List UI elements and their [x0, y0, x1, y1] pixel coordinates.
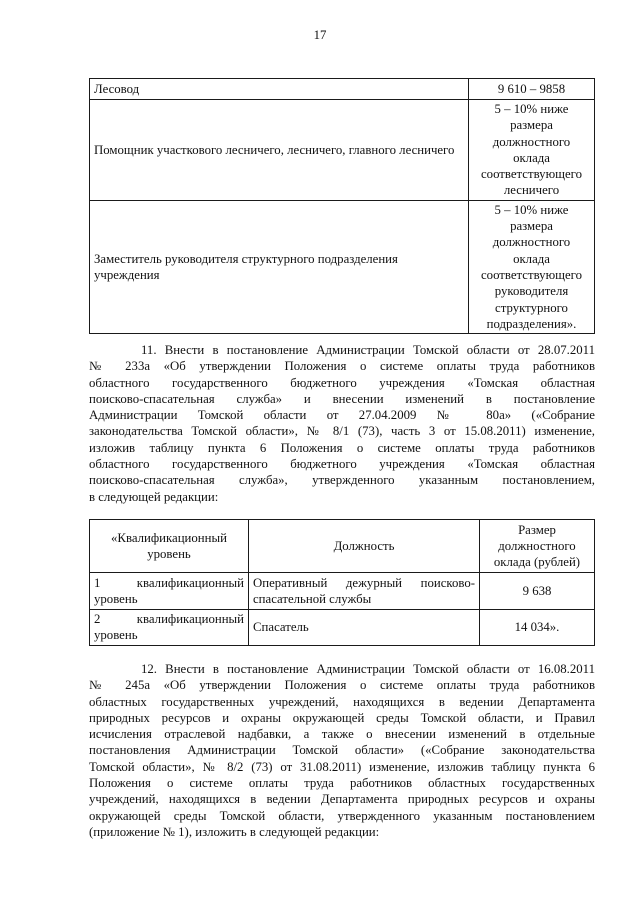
table-cell-salary: 14 034». — [480, 610, 595, 646]
value-line: размера — [510, 219, 553, 234]
paragraph-line: 11. Внести в постановление Администрации Томской области от 28.07.2011 — [141, 343, 595, 357]
value-line: руководителя — [494, 284, 569, 299]
paragraph-line: законодательства Томской области», № 8/1 (73), часть 3 от 15.08.2011) изменение, — [89, 424, 595, 439]
paragraph-12 — [89, 661, 595, 840]
paragraph-11 — [89, 342, 595, 505]
page-number: 17 — [313, 28, 327, 42]
header-level: «Квалификационный уровень — [90, 520, 249, 573]
paragraph-line: 12. Внести в постановление Администрации Томской области от 16.08.2011 — [141, 662, 595, 676]
value-line: оклада — [513, 251, 550, 266]
salary-table-forestry — [89, 78, 595, 334]
paragraph-line: изложив таблицу пункта 6 Положения о системе оплаты труда работников — [89, 440, 595, 455]
value-line: должностного — [492, 235, 571, 250]
table-row — [90, 200, 595, 333]
value-line: размера — [510, 118, 553, 133]
value-line: соответствующего — [481, 267, 582, 282]
paragraph-line: Администрации Томской области от 27.04.2009 № 80а» («Собрание — [89, 408, 595, 423]
value-line: соответствующего — [481, 167, 582, 182]
header-salary: Размер должностного оклада (рублей) — [480, 520, 595, 573]
value-line: должностного — [492, 134, 571, 149]
value-line: 9 610 – 9858 — [497, 81, 566, 96]
table-cell-value — [469, 200, 595, 333]
paragraph-line: окружающей среды Томской области, утвержденного указанным постановлением — [89, 808, 595, 823]
paragraph-line: природных ресурсов и охраны окружающей среды Томской области, и Правил — [89, 710, 595, 725]
table-row — [90, 100, 595, 201]
value-line: 5 – 10% ниже — [494, 202, 569, 217]
table-cell-position: Заместитель руководителя структурного подразделения учреждения — [90, 200, 469, 333]
table-cell-position: Спасатель — [249, 610, 480, 646]
value-line: подразделения». — [486, 316, 577, 331]
table-row — [90, 610, 595, 646]
paragraph-line: Положения о системе оплаты труда работников областных государственных — [89, 776, 595, 791]
paragraph-line: областных государственных учреждений, находящихся в ведении Департамента — [89, 694, 595, 709]
paragraph-line: поисково-спасательная служба» и внесении изменений в постановление — [89, 391, 595, 406]
paragraph-line: областного государственного бюджетного учреждения «Томская областная — [89, 457, 595, 472]
paragraph-line: Томской области», № 8/2 (73) от 31.08.2011) изменение, изложив таблицу пункта 6 — [89, 759, 595, 774]
paragraph-line: постановления Администрации Томской области» («Собрание законодательства — [89, 743, 595, 758]
paragraph-line: № 245а «Об утверждении Положения о системе оплаты труда работников — [89, 678, 595, 693]
table-cell-position: Лесовод — [90, 79, 469, 100]
paragraph-line: областного государственного бюджетного учреждения «Томская областная — [89, 375, 595, 390]
paragraph-line: исчисления отраслевой надбавки, а также о внесении изменений в отдельные — [89, 727, 595, 742]
table-cell-level: 1 квалификационный уровень — [90, 573, 249, 610]
table-row — [90, 573, 595, 610]
value-line: структурного — [495, 300, 568, 315]
table-cell-salary: 9 638 — [480, 573, 595, 610]
paragraph-line: № 233а «Об утверждении Положения о системе оплаты труда работников — [89, 359, 595, 374]
table-cell-value — [469, 100, 595, 201]
table-cell-value — [469, 79, 595, 100]
header-position: Должность — [249, 520, 480, 573]
table-row — [90, 79, 595, 100]
value-line: лесничего — [503, 183, 560, 198]
paragraph-line: в следующей редакции: — [89, 489, 219, 504]
value-line: оклада — [513, 150, 550, 165]
salary-table-rescue — [89, 519, 595, 646]
table-cell-level: 2 квалификационный уровень — [90, 610, 249, 646]
table-cell-position: Оперативный дежурный поисково-спасательной службы — [249, 573, 480, 610]
value-line: 5 – 10% ниже — [494, 102, 569, 116]
table-cell-position: Помощник участкового лесничего, лесничего, главного лесничего — [90, 100, 469, 201]
paragraph-line: (приложение № 1), изложить в следующей редакции: — [89, 824, 380, 839]
paragraph-line: учреждений, находящихся в ведении Департамента природных ресурсов и охраны — [89, 792, 595, 807]
paragraph-line: поисково-спасательная служба», утвержденного указанным постановлением, — [89, 473, 595, 488]
table-header-row — [90, 520, 595, 573]
